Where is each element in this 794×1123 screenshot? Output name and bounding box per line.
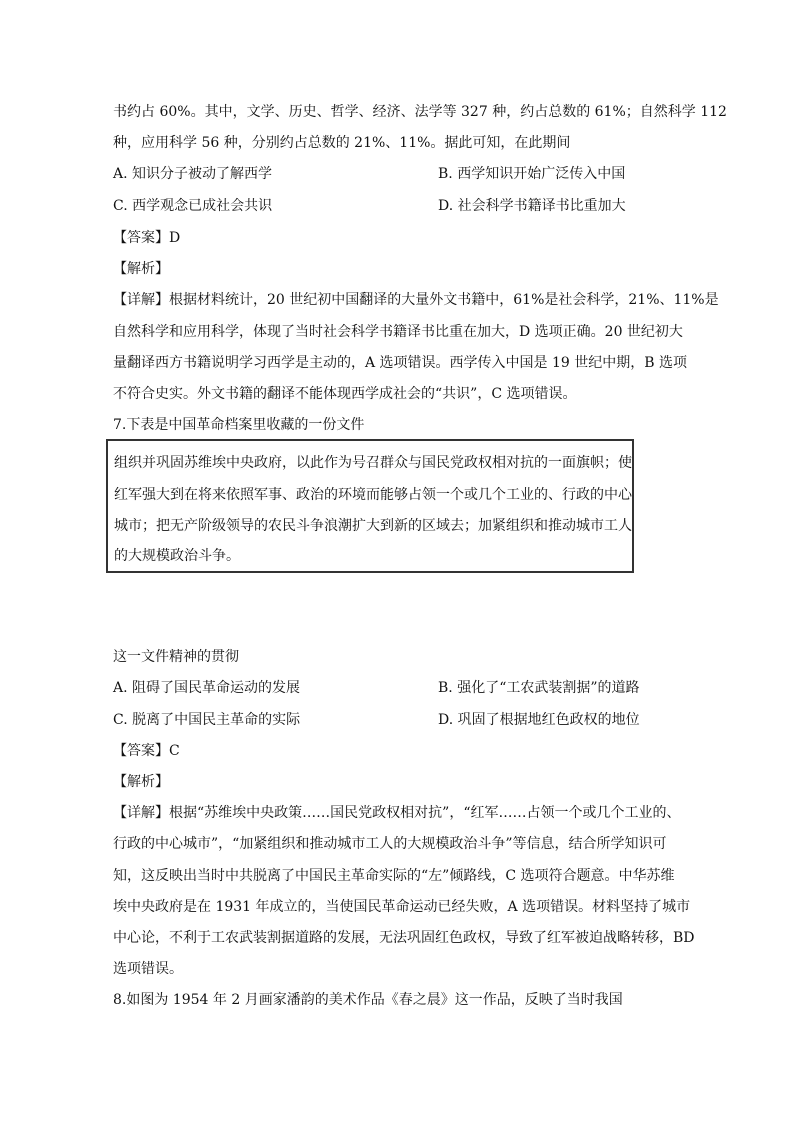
q6-analysis-label: 【解析】 bbox=[113, 261, 169, 277]
q8-stem: 8.如图为 1954 年 2 月画家潘韵的美术作品《春之晨》这一作品，反映了当时我国 bbox=[113, 992, 623, 1008]
q6-text-line-2: 种，应用科学 56 种，分别约占总数的 21%、11%。据此可知，在此期间 bbox=[113, 135, 571, 151]
q7-question: 这一文件精神的贯彻 bbox=[113, 649, 239, 665]
q6-option-d: D. 社会科学书籍译书比重加大 bbox=[438, 198, 626, 214]
q6-answer: 【答案】D bbox=[113, 230, 181, 246]
q6-option-c: C. 西学观念已成社会共识 bbox=[113, 198, 273, 214]
q7-document-line-3: 城市；把无产阶级领导的农民斗争浪潮扩大到新的区域去；加紧组织和推动城市工人 bbox=[114, 518, 632, 534]
q6-detail-line-3: 量翻译西方书籍说明学习西学是主动的，A 选项错误。西学传入中国是 19 世纪中期，B 选项 bbox=[113, 355, 688, 371]
q7-detail-line-1: 【详解】根据“苏维埃中央政策……国民党政权相对抗”，“红军……占领一个或几个工业的、 bbox=[113, 805, 681, 821]
q7-detail-line-2: 行政的中心城市”，“加紧组织和推动城市工人的大规模政治斗争”等信息，结合所学知识可 bbox=[113, 836, 667, 852]
q7-document-box bbox=[106, 439, 634, 573]
q7-option-c: C. 脱离了中国民主革命的实际 bbox=[113, 712, 301, 728]
q6-option-a: A. 知识分子被动了解西学 bbox=[113, 166, 273, 182]
q7-stem: 7.下表是中国革命档案里收藏的一份文件 bbox=[113, 417, 365, 433]
q6-option-b: B. 西学知识开始广泛传入中国 bbox=[438, 166, 626, 182]
q7-detail-line-5: 中心论，不利于工农武装割据道路的发展，无法巩固红色政权，导致了红军被迫战略转移，BD bbox=[113, 930, 695, 946]
q6-text-line-1: 书约占 60%。其中，文学、历史、哲学、经济、法学等 327 种，约占总数的 61%；自然科学 112 bbox=[113, 104, 727, 120]
q6-detail-line-2: 自然科学和应用科学，体现了当时社会科学书籍译书比重在加大，D 选项正确。20 世纪初大 bbox=[113, 324, 683, 340]
q7-document-line-4: 的大规模政治斗争。 bbox=[114, 548, 240, 564]
q7-answer: 【答案】C bbox=[113, 743, 180, 759]
q7-option-a: A. 阻碍了国民革命运动的发展 bbox=[113, 680, 301, 696]
q7-document-line-1: 组织并巩固苏维埃中央政府，以此作为号召群众与国民党政权相对抗的一面旗帜；使 bbox=[114, 455, 632, 471]
q6-detail-line-4: 不符合史实。外文书籍的翻译不能体现西学成社会的“共识”，C 选项错误。 bbox=[113, 386, 577, 402]
q7-detail-line-6: 选项错误。 bbox=[113, 961, 183, 977]
q7-analysis-label: 【解析】 bbox=[113, 774, 169, 790]
q7-option-b: B. 强化了“工农武装割据”的道路 bbox=[438, 680, 640, 696]
q7-detail-line-4: 埃中央政府是在 1931 年成立的，当使国民革命运动已经失败，A 选项错误。材料坚持了城市 bbox=[113, 899, 691, 915]
q7-option-d: D. 巩固了根据地红色政权的地位 bbox=[438, 712, 640, 728]
q6-detail-line-1: 【详解】根据材料统计，20 世纪初中国翻译的大量外文书籍中，61%是社会科学，21%、11%是 bbox=[113, 292, 719, 308]
q7-detail-line-3: 知，这反映出当时中共脱离了中国民主革命实际的“左”倾路线，C 选项符合题意。中华苏维 bbox=[113, 868, 675, 884]
q7-document-line-2: 红军强大到在将来依照军事、政治的环境而能够占领一个或几个工业的、行政的中心 bbox=[114, 487, 632, 503]
